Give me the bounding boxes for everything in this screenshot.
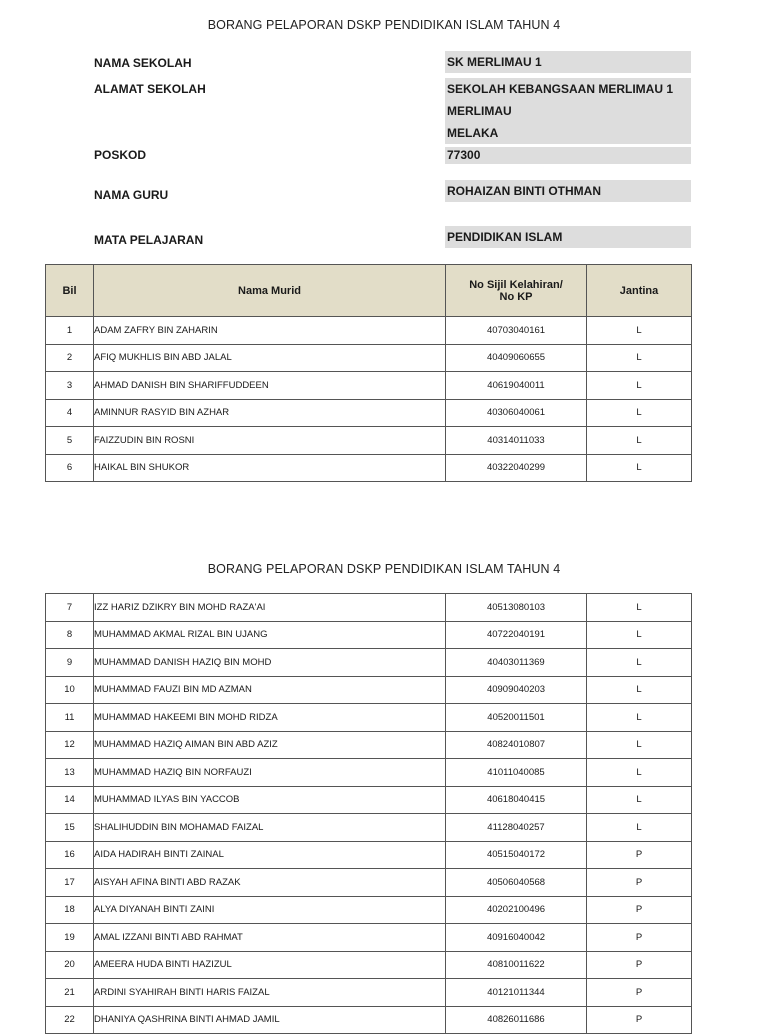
table-row — [46, 731, 692, 759]
table-row — [46, 427, 692, 455]
table-row — [46, 786, 692, 814]
student-id-number: 40121011344 — [446, 979, 587, 1007]
header-bil: Bil — [46, 265, 94, 317]
student-name: ARDINI SYAHIRAH BINTI HARIS FAIZAL — [94, 979, 446, 1007]
row-number: 20 — [46, 951, 94, 979]
row-number: 8 — [46, 621, 94, 649]
row-number: 19 — [46, 924, 94, 952]
student-id-number: 40619040011 — [446, 372, 587, 400]
student-table-1 — [45, 264, 692, 482]
school-name-value: SK MERLIMAU 1 — [445, 51, 691, 73]
postcode-value: 77300 — [445, 147, 691, 164]
row-number: 17 — [46, 869, 94, 897]
student-gender: P — [587, 869, 692, 897]
student-id-number: 40916040042 — [446, 924, 587, 952]
student-id-number: 40202100496 — [446, 896, 587, 924]
student-gender: P — [587, 979, 692, 1007]
student-id-number: 41128040257 — [446, 814, 587, 842]
student-name: ALYA DIYANAH BINTI ZAINI — [94, 896, 446, 924]
table-header-row — [46, 265, 692, 317]
row-number: 11 — [46, 704, 94, 732]
student-name: AMAL IZZANI BINTI ABD RAHMAT — [94, 924, 446, 952]
row-number: 2 — [46, 344, 94, 372]
header-gender: Jantina — [587, 265, 692, 317]
student-name: MUHAMMAD HAZIQ AIMAN BIN ABD AZIZ — [94, 731, 446, 759]
student-name: ADAM ZAFRY BIN ZAHARIN — [94, 317, 446, 345]
row-number: 22 — [46, 1006, 94, 1034]
row-number: 1 — [46, 317, 94, 345]
table-row — [46, 704, 692, 732]
table-row — [46, 621, 692, 649]
teacher-name-label: NAMA GURU — [94, 188, 169, 202]
student-id-number: 40618040415 — [446, 786, 587, 814]
student-name: AIDA HADIRAH BINTI ZAINAL — [94, 841, 446, 869]
student-id-number: 40513080103 — [446, 594, 587, 622]
student-gender: P — [587, 896, 692, 924]
student-gender: L — [587, 344, 692, 372]
row-number: 15 — [46, 814, 94, 842]
student-name: AHMAD DANISH BIN SHARIFFUDDEEN — [94, 372, 446, 400]
student-gender: P — [587, 841, 692, 869]
school-name-label: NAMA SEKOLAH — [94, 56, 192, 70]
student-gender: L — [587, 317, 692, 345]
student-gender: L — [587, 649, 692, 677]
student-name: MUHAMMAD HAKEEMI BIN MOHD RIDZA — [94, 704, 446, 732]
student-name: AMEERA HUDA BINTI HAZIZUL — [94, 951, 446, 979]
student-id-number: 40409060655 — [446, 344, 587, 372]
student-name: MUHAMMAD ILYAS BIN YACCOB — [94, 786, 446, 814]
student-id-number: 40703040161 — [446, 317, 587, 345]
student-id-number: 40314011033 — [446, 427, 587, 455]
student-id-number: 40722040191 — [446, 621, 587, 649]
student-gender: L — [587, 399, 692, 427]
student-name: AFIQ MUKHLIS BIN ABD JALAL — [94, 344, 446, 372]
header-id-number — [446, 265, 587, 317]
address-line-1: SEKOLAH KEBANGSAAN MERLIMAU 1 — [447, 82, 674, 96]
row-number: 14 — [46, 786, 94, 814]
student-gender: L — [587, 676, 692, 704]
table-row — [46, 759, 692, 787]
row-number: 12 — [46, 731, 94, 759]
form-title-page-2: BORANG PELAPORAN DSKP PENDIDIKAN ISLAM TAHUN 4 — [207, 562, 561, 576]
address-line-2: MERLIMAU — [447, 104, 512, 118]
table-row — [46, 344, 692, 372]
table-row — [46, 814, 692, 842]
student-gender: L — [587, 621, 692, 649]
subject-label: MATA PELAJARAN — [94, 233, 204, 247]
table-row — [46, 979, 692, 1007]
student-gender: L — [587, 594, 692, 622]
form-title: BORANG PELAPORAN DSKP PENDIDIKAN ISLAM TAHUN 4 — [207, 18, 561, 32]
header-student-name: Nama Murid — [94, 265, 446, 317]
student-name: HAIKAL BIN SHUKOR — [94, 454, 446, 482]
student-gender: L — [587, 759, 692, 787]
student-name: MUHAMMAD DANISH HAZIQ BIN MOHD — [94, 649, 446, 677]
table-row — [46, 676, 692, 704]
student-gender: L — [587, 454, 692, 482]
student-id-number: 40306040061 — [446, 399, 587, 427]
student-gender: L — [587, 704, 692, 732]
school-address-value — [445, 78, 691, 144]
table-row — [46, 951, 692, 979]
student-id-number: 41011040085 — [446, 759, 587, 787]
row-number: 16 — [46, 841, 94, 869]
student-id-number: 40826011686 — [446, 1006, 587, 1034]
row-number: 10 — [46, 676, 94, 704]
table-row — [46, 869, 692, 897]
table-row — [46, 841, 692, 869]
student-id-number: 40520011501 — [446, 704, 587, 732]
row-number: 7 — [46, 594, 94, 622]
student-name: IZZ HARIZ DZIKRY BIN MOHD RAZA'AI — [94, 594, 446, 622]
header-id-line-2: No KP — [499, 290, 533, 303]
row-number: 21 — [46, 979, 94, 1007]
row-number: 4 — [46, 399, 94, 427]
address-line-3: MELAKA — [447, 126, 499, 140]
student-gender: L — [587, 814, 692, 842]
student-gender: L — [587, 372, 692, 400]
student-name: MUHAMMAD FAUZI BIN MD AZMAN — [94, 676, 446, 704]
student-name: MUHAMMAD AKMAL RIZAL BIN UJANG — [94, 621, 446, 649]
student-id-number: 40824010807 — [446, 731, 587, 759]
postcode-label: POSKOD — [94, 148, 147, 162]
table-row — [46, 317, 692, 345]
student-id-number: 40810011622 — [446, 951, 587, 979]
row-number: 9 — [46, 649, 94, 677]
student-id-number: 40515040172 — [446, 841, 587, 869]
student-name: SHALIHUDDIN BIN MOHAMAD FAIZAL — [94, 814, 446, 842]
table-row — [46, 399, 692, 427]
student-name: AISYAH AFINA BINTI ABD RAZAK — [94, 869, 446, 897]
student-table-2 — [45, 593, 692, 1034]
school-address-label: ALAMAT SEKOLAH — [94, 82, 206, 96]
header-id-line-1: No Sijil Kelahiran/ — [469, 278, 563, 291]
table-row — [46, 594, 692, 622]
row-number: 13 — [46, 759, 94, 787]
student-id-number: 40909040203 — [446, 676, 587, 704]
row-number: 18 — [46, 896, 94, 924]
student-name: FAIZZUDIN BIN ROSNI — [94, 427, 446, 455]
row-number: 5 — [46, 427, 94, 455]
table-row — [46, 649, 692, 677]
table-row — [46, 454, 692, 482]
student-gender: L — [587, 786, 692, 814]
student-gender: P — [587, 924, 692, 952]
table-row — [46, 896, 692, 924]
table-row — [46, 1006, 692, 1034]
subject-value: PENDIDIKAN ISLAM — [445, 226, 691, 248]
student-name: MUHAMMAD HAZIQ BIN NORFAUZI — [94, 759, 446, 787]
table-row — [46, 924, 692, 952]
student-id-number: 40322040299 — [446, 454, 587, 482]
teacher-name-value: ROHAIZAN BINTI OTHMAN — [445, 180, 691, 202]
row-number: 3 — [46, 372, 94, 400]
student-id-number: 40506040568 — [446, 869, 587, 897]
student-gender: L — [587, 731, 692, 759]
student-name: DHANIYA QASHRINA BINTI AHMAD JAMIL — [94, 1006, 446, 1034]
student-gender: L — [587, 427, 692, 455]
student-name: AMINNUR RASYID BIN AZHAR — [94, 399, 446, 427]
student-gender: P — [587, 1006, 692, 1034]
row-number: 6 — [46, 454, 94, 482]
student-gender: P — [587, 951, 692, 979]
table-row — [46, 372, 692, 400]
student-id-number: 40403011369 — [446, 649, 587, 677]
